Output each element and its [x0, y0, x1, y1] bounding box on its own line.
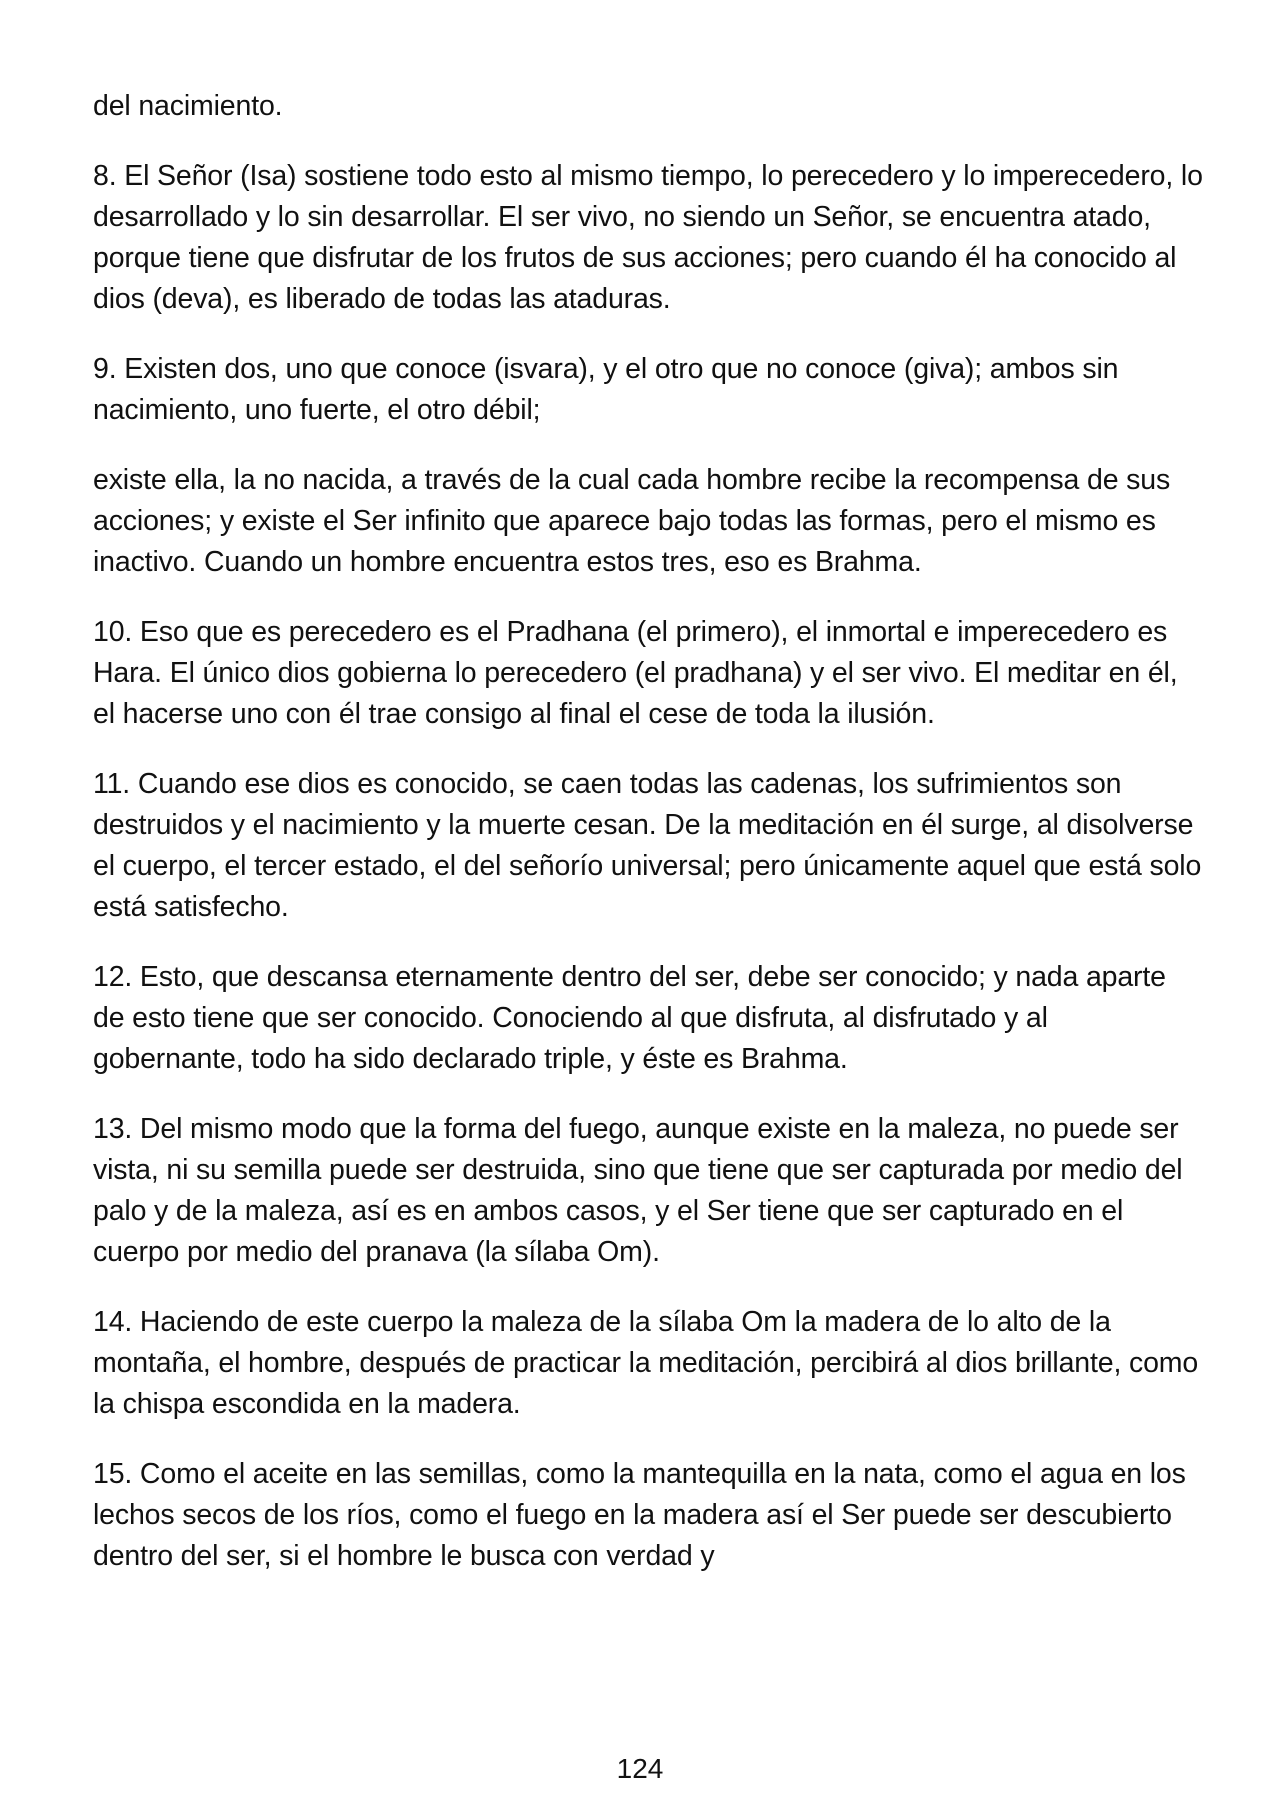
page-number: 124: [616, 1753, 664, 1784]
paragraph-13: 13. Del mismo modo que la forma del fuego, aunque existe en la maleza, no puede ser vista, ni su semilla puede ser destruida, sino que tiene que ser capturada por medio del palo y de la maleza, así es en ambos casos, y el Ser tiene que ser capturado en el cuerpo por medio del pranava (la sílaba Om).: [93, 1113, 1183, 1268]
paragraph-11: 11. Cuando ese dios es conocido, se caen todas las cadenas, los sufrimientos son destruidos y el nacimiento y la muerte cesan. De la meditación en él surge, al disolverse el cuerpo, el tercer estado, el del señorío universal; pero únicamente aquel que está solo está satisfecho.: [93, 768, 1202, 923]
page-body: [93, 86, 1203, 1606]
paragraph-12: 12. Esto, que descansa eternamente dentro del ser, debe ser conocido; y nada aparte de esto tiene que ser conocido. Conociendo al que disfruta, al disfrutado y al gobernante, todo ha sido declarado triple, y éste es Brahma.: [93, 961, 1166, 1075]
paragraph-continuation: del nacimiento.: [93, 90, 283, 122]
paragraph-10: 10. Eso que es perecedero es el Pradhana (el primero), el inmortal e imperecedero es Hara. El único dios gobierna lo perecedero (el pradhana) y el ser vivo. El meditar en él, el hacerse uno con él trae consigo al final el cese de toda la ilusión.: [93, 616, 1178, 730]
paragraph-14: 14. Haciendo de este cuerpo la maleza de la sílaba Om la madera de lo alto de la montaña, el hombre, después de practicar la meditación, percibirá al dios brillante, como la chispa escondida en la madera.: [93, 1306, 1199, 1420]
paragraph-8: 8. El Señor (Isa) sostiene todo esto al mismo tiempo, lo perecedero y lo imperecedero, lo desarrollado y lo sin desarrollar. El ser vivo, no siendo un Señor, se encuentra atado, porque tiene que disfrutar de los frutos de sus acciones; pero cuando él ha conocido al dios (deva), es liberado de todas las ataduras.: [93, 160, 1203, 315]
paragraph-9-continued: existe ella, la no nacida, a través de la cual cada hombre recibe la recompensa de sus acciones; y existe el Ser infinito que aparece bajo todas las formas, pero el mismo es inactivo. Cuando un hombre encuentra estos tres, eso es Brahma.: [93, 464, 1171, 578]
paragraph-9: 9. Existen dos, uno que conoce (isvara), y el otro que no conoce (giva); ambos sin nacimiento, uno fuerte, el otro débil;: [93, 353, 1119, 426]
paragraph-15: 15. Como el aceite en las semillas, como la mantequilla en la nata, como el agua en los lechos secos de los ríos, como el fuego en la madera así el Ser puede ser descubierto dentro del ser, si el hombre le busca con verdad y: [93, 1458, 1186, 1572]
